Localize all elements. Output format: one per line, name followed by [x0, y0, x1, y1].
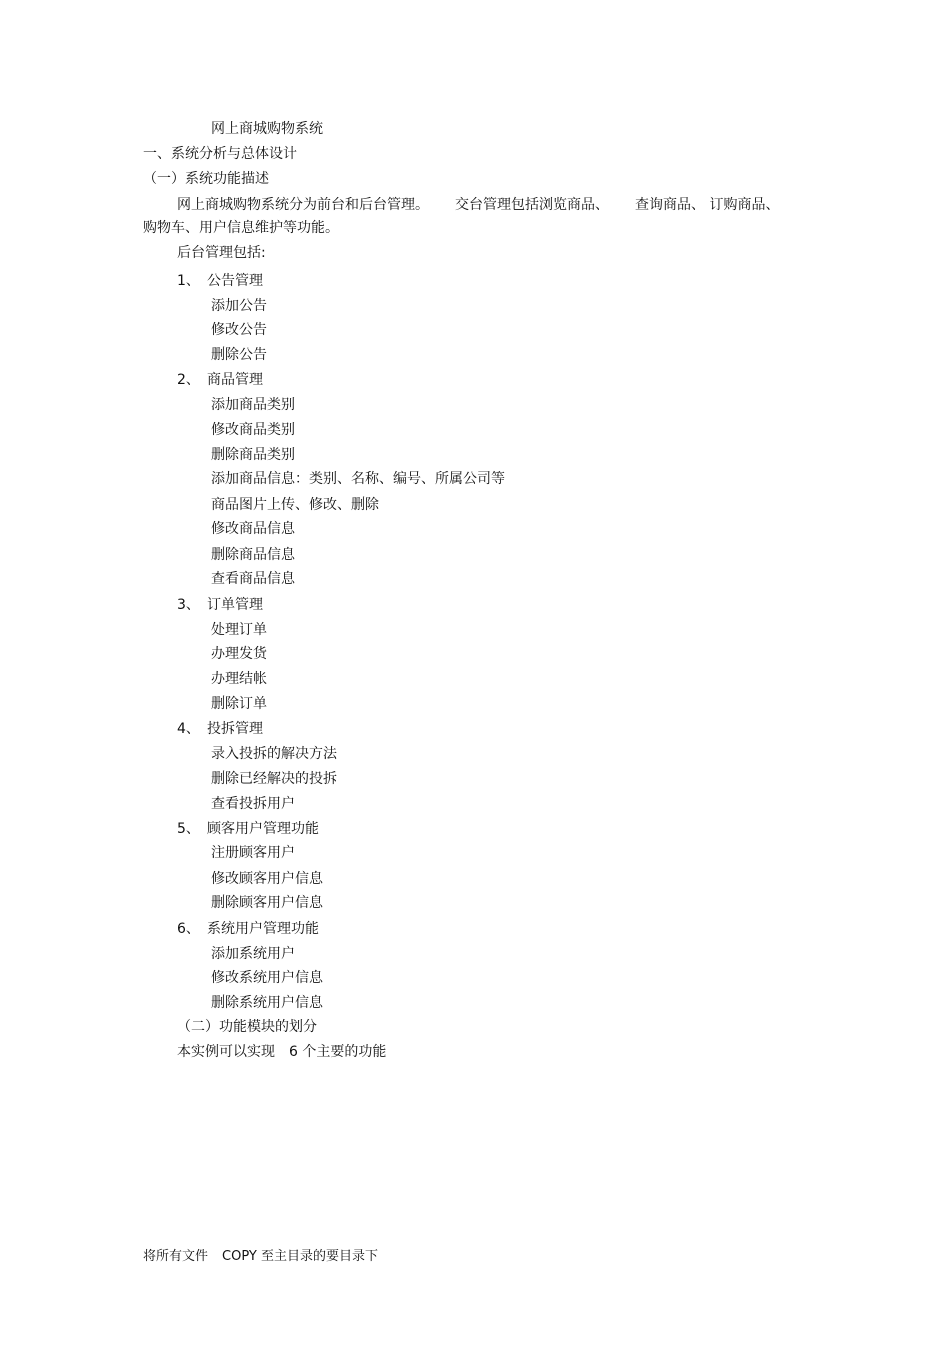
- list-item: 修改顾客用户信息: [211, 871, 323, 887]
- list-item: 修改公告: [211, 322, 267, 338]
- paragraph-text: 6 个主要的功能: [289, 1044, 387, 1060]
- module-number: 6、: [177, 921, 200, 937]
- document-title: 网上商城购物系统: [211, 121, 323, 137]
- paragraph-line: [177, 196, 779, 214]
- module-title: 系统用户管理功能: [207, 921, 319, 937]
- list-item: 添加商品信息：类别、名称、编号、所属公司等: [211, 471, 505, 487]
- list-item: 注册顾客用户: [211, 845, 295, 861]
- module-title: 商品管理: [207, 372, 263, 388]
- list-item: 商品图片上传、修改、删除: [211, 497, 379, 513]
- list-item: 修改系统用户信息: [211, 970, 323, 986]
- module-heading: [177, 920, 319, 938]
- list-item: 删除顾客用户信息: [211, 895, 323, 911]
- module-heading: [177, 272, 263, 290]
- list-item: 删除系统用户信息: [211, 995, 323, 1011]
- footer-text: 将所有文件: [143, 1249, 209, 1264]
- module-title: 顾客用户管理功能: [207, 821, 319, 837]
- list-item: 删除已经解决的投拆: [211, 771, 337, 787]
- paragraph-text: 查询商品、 订购商品、: [635, 197, 780, 213]
- paragraph-line: [177, 1043, 386, 1061]
- footer-note: [143, 1248, 378, 1266]
- list-item: 删除公告: [211, 347, 267, 363]
- module-heading: [177, 371, 263, 389]
- footer-text: COPY 至主目录的要目录下: [222, 1249, 378, 1264]
- list-item: 查看投拆用户: [211, 796, 295, 812]
- paragraph-text: 交台管理包括浏览商品、: [455, 197, 609, 213]
- module-number: 1、: [177, 273, 200, 289]
- module-number: 5、: [177, 821, 200, 837]
- module-heading: [177, 720, 263, 738]
- module-number: 4、: [177, 721, 200, 737]
- list-item: 删除订单: [211, 696, 267, 712]
- list-item: 删除商品信息: [211, 547, 295, 563]
- list-item: 办理结帐: [211, 671, 267, 687]
- list-item: 办理发货: [211, 646, 267, 662]
- list-item: 添加系统用户: [211, 946, 295, 962]
- module-title: 投拆管理: [207, 721, 263, 737]
- section-heading: 一、系统分析与总体设计: [143, 146, 297, 162]
- backend-intro: 后台管理包括:: [177, 245, 266, 261]
- module-number: 2、: [177, 372, 200, 388]
- module-heading: [177, 596, 263, 614]
- module-number: 3、: [177, 597, 200, 613]
- list-item: 修改商品信息: [211, 521, 295, 537]
- list-item: 录入投拆的解决方法: [211, 746, 337, 762]
- subsection-heading: （二）功能模块的划分: [177, 1019, 317, 1035]
- paragraph-line: 购物车、用户信息维护等功能。: [143, 220, 339, 236]
- subsection-heading: （一）系统功能描述: [143, 171, 269, 187]
- list-item: 修改商品类别: [211, 422, 295, 438]
- paragraph-text: 网上商城购物系统分为前台和后台管理。: [177, 197, 429, 213]
- module-title: 公告管理: [207, 273, 263, 289]
- list-item: 删除商品类别: [211, 447, 295, 463]
- list-item: 查看商品信息: [211, 571, 295, 587]
- list-item: 处理订单: [211, 622, 267, 638]
- module-title: 订单管理: [207, 597, 263, 613]
- module-heading: [177, 820, 319, 838]
- paragraph-text: 本实例可以实现: [177, 1044, 275, 1060]
- list-item: 添加公告: [211, 298, 267, 314]
- list-item: 添加商品类别: [211, 397, 295, 413]
